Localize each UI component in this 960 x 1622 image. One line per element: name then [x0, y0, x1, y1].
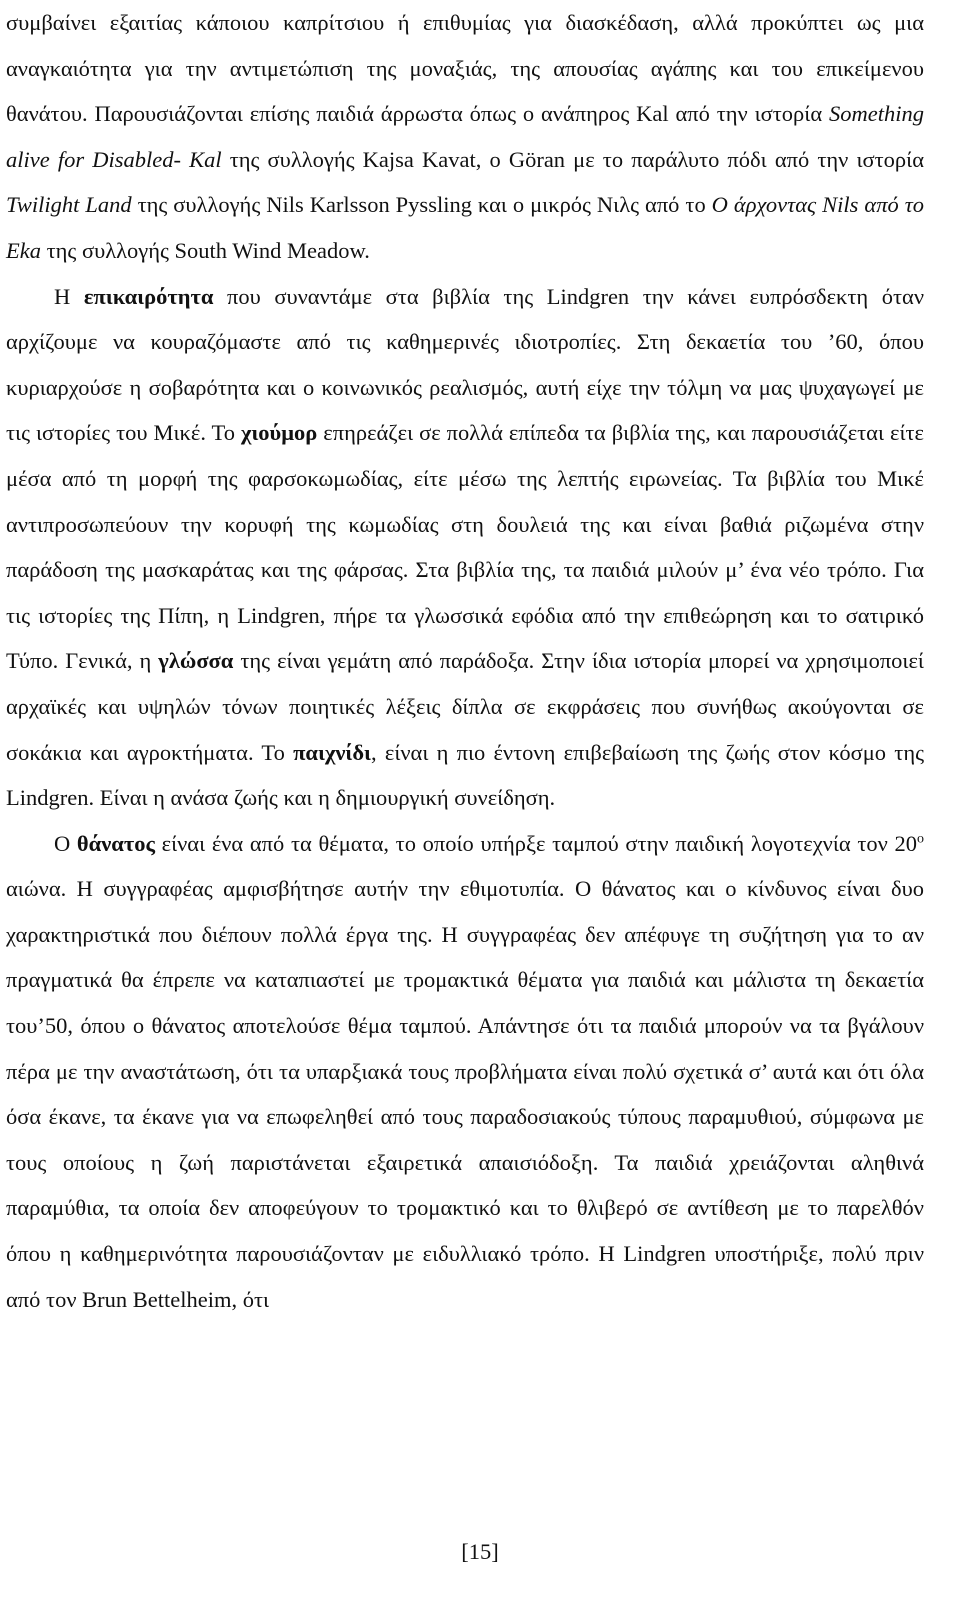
keyword-epikairotita: επικαιρότητα — [83, 283, 214, 309]
paragraph-2-text-3: επηρεάζει σε πολλά επίπεδα τα βιβλία της, και παρουσιάζεται είτε μέσα από τη μορφή της φαρσοκωμωδίας, είτε μέσω της λεπτής ειρωνείας. Τα βιβλία του Μικέ αντιπροσωπεύουν την κορυφή της κωμωδίας στη δουλειά της και είναι βαθιά ριζωμένα στην παράδοση της μασκαράτας και της φάρσας. Στα βιβλία της, τα παιδιά μιλούν μ’ ένα νέο τρόπο. Για τις ιστορίες της Πίπη, η Lindgren, πήρε τα γλωσσικά εφόδια από την επιθεώρηση και το σατιρικό Τύπο. Γενικά, η — [6, 420, 924, 674]
paragraph-1-text-2: της συλλογής Kajsa Kavat, ο Göran με το παράλυτο πόδι από την ιστορία — [221, 146, 924, 172]
paragraph-3-text-1: Ο — [54, 830, 77, 856]
keyword-thanatos: θάνατος — [76, 830, 155, 856]
paragraph-1-text-3: της συλλογής Nils Karlsson Pyssling και ο μικρός Νιλς από το — [131, 192, 712, 218]
paragraph-3 — [6, 821, 924, 1323]
paragraph-1 — [6, 0, 924, 274]
ordinal-superscript: ο — [917, 831, 924, 847]
story-title-nils-eka: Ο άρχοντας Nils από το Eka — [6, 192, 924, 263]
keyword-paixnidi: παιχνίδι — [293, 739, 372, 765]
paragraph-1-text-4: της συλλογής South Wind Meadow. — [40, 237, 370, 263]
paragraph-3-text-3: αιώνα. Η συγγραφέας αμφισβήτησε αυτήν την εθιμοτυπία. Ο θάνατος και ο κίνδυνος είναι δυο χαρακτηριστικά που διέπουν πολλά έργα της. Η συγγραφέας δεν απέφυγε τη συζήτηση για το αν πραγματικά θα έπρεπε να καταπιαστεί με τρομακτικά θέματα για παιδιά και μάλιστα τη δεκαετία του’50, όπου ο θάνατος αποτελούσε θέμα ταμπού. Απάντησε ότι τα παιδιά μπορούν να τα βγάλουν πέρα με την αναστάτωση, ότι τα υπαρξιακά τους προβλήματα είναι πολύ σχετικά σ’ αυτά και ότι όλα όσα έκανε, τα έκανε για να επωφεληθεί από τους παραδοσιακούς τύπους παραμυθιού, σύμφωνα με τους οποίους η ζωή παριστάνεται εξαιρετικά απαισιόδοξη. Τα παιδιά χρειάζονται αληθινά παραμύθια, τα οποία δεν αποφεύγουν το τρομακτικό και το θλιβερό σε αντίθεση με το παρελθόν όπου η καθημερινότητα παρουσιάζονταν με ειδυλλιακό τρόπο. Η Lindgren υποστήριξε, πολύ πριν από τον Brun Bettelheim, ότι — [6, 876, 924, 1312]
keyword-glossa: γλώσσα — [158, 648, 234, 674]
story-title-twilight-land: Twilight Land — [6, 192, 132, 218]
paragraph-2 — [6, 274, 924, 821]
paragraph-2-text-1: Η — [54, 283, 84, 309]
paragraph-2-text-5: , είναι η πιο έντονη επιβεβαίωση της ζωής στον κόσμο της Lindgren. Είναι η ανάσα ζωής και η δημιουργική συνείδηση. — [6, 739, 925, 811]
paragraph-2-text-2: που συναντάμε στα βιβλία της Lindgren την κάνει ευπρόσδεκτη όταν αρχίζουμε να κουραζόμαστε από τις καθημερινές ιδιοτροπίες. Στη δεκαετία του ’60, όπου κυριαρχούσε η σοβαρότητα και ο κοινωνικός ρεαλισμός, αυτή είχε την τόλμη να μας ψυχαγωγεί με τις ιστορίες του Μικέ. Το — [6, 283, 925, 446]
document-page — [6, 0, 924, 1322]
story-title-something-alive: Something alive for Disabled- Kal — [6, 101, 924, 172]
paragraph-3-text-2: είναι ένα από τα θέματα, το οποίο υπήρξε ταμπού στην παιδική λογοτεχνία τον 20 — [154, 830, 917, 856]
paragraph-2-text-4: της είναι γεμάτη από παράδοξα. Στην ίδια ιστορία μπορεί να χρησιμοποιεί αρχαϊκές και υψηλών τόνων ποιητικές λέξεις δίπλα σε εκφράσεις που συνήθως ακούγονται σε σοκάκια και αγροκτήματα. Το — [6, 648, 924, 765]
paragraph-1-text-1: συμβαίνει εξαιτίας κάποιου καπρίτσιου ή επιθυμίας για διασκέδαση, αλλά προκύπτει ως μια αναγκαιότητα για την αντιμετώπιση της μοναξιάς, της απουσίας αγάπης και του επικείμενου θανάτου. Παρουσιάζονται επίσης παιδιά άρρωστα όπως ο ανάπηρος Kal από την ιστορία — [6, 10, 924, 127]
keyword-xioumor: χιούμορ — [240, 420, 318, 446]
page-number: [15] — [461, 1539, 499, 1564]
